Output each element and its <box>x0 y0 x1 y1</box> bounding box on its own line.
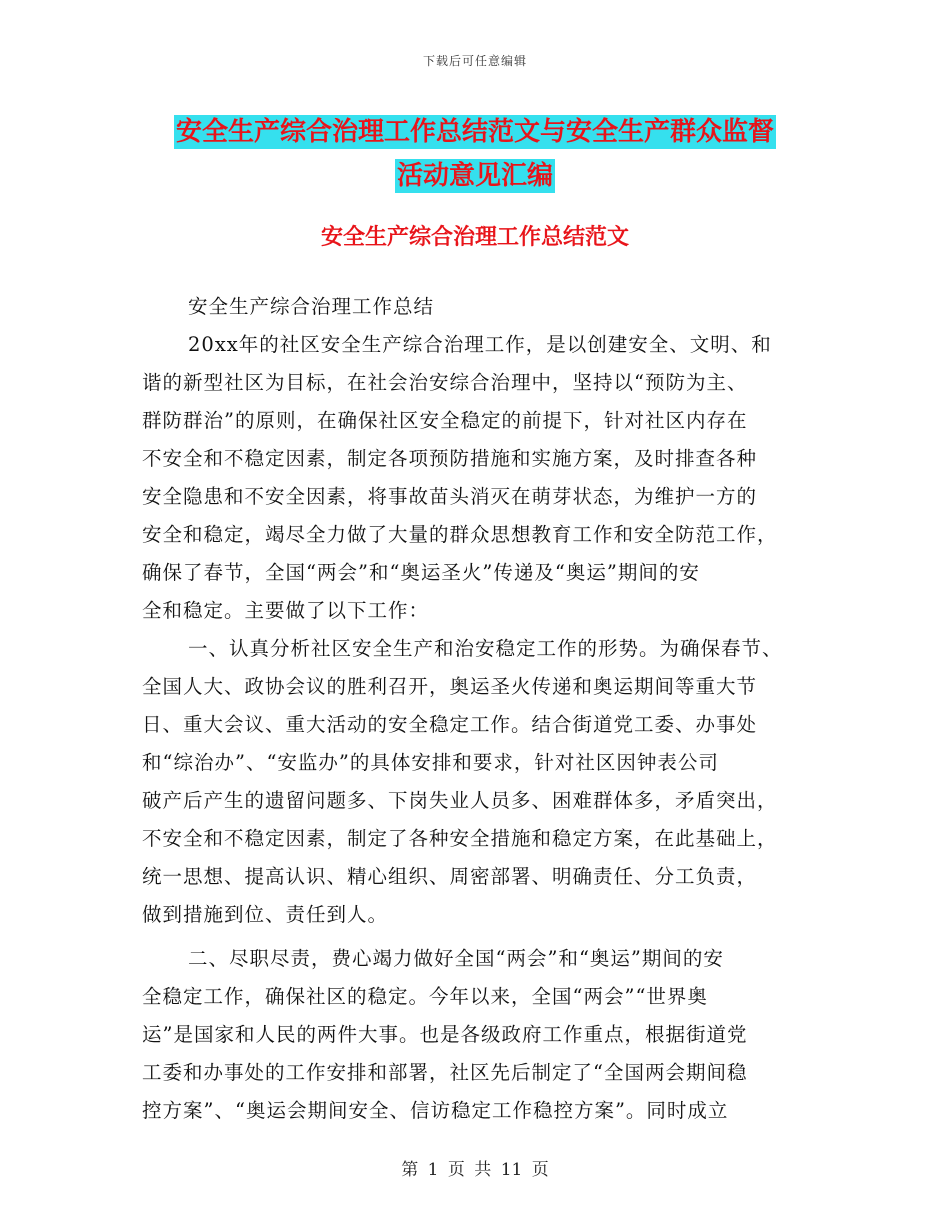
document-title-line-2: 活动意见汇编 <box>396 161 553 191</box>
body-line: 日、重大会议、重大活动的安全稳定工作。结合街道党工委、办事处 <box>142 713 758 736</box>
body-line: 全国人大、政协会议的胜利召开，奥运圣火传递和奥运期间等重大节 <box>142 675 758 698</box>
body-line: 破产后产生的遗留问题多、下岗失业人员多、困难群体多，矛盾突出， <box>142 789 778 812</box>
page-footer: 第 1 页 共 11 页 <box>401 1160 549 1180</box>
body-line: 安全生产综合治理工作总结 <box>188 295 435 318</box>
body-line: 全和稳定。主要做了以下工作： <box>142 599 430 622</box>
body-line: 控方案”、“奥运会期间安全、信访稳定工作稳控方案”。同时成立 <box>142 1099 729 1122</box>
body-line: 群防群治”的原则，在确保社区安全稳定的前提下，针对社区内存在 <box>142 409 748 432</box>
body-line: 不安全和不稳定因素，制定各项预防措施和实施方案，及时排查各种 <box>142 447 758 470</box>
body-line: 全稳定工作，确保社区的稳定。今年以来，全国“两会”“世界奥 <box>142 985 708 1008</box>
body-line: 安全隐患和不安全因素，将事故苗头消灭在萌芽状态，为维护一方的 <box>142 485 758 508</box>
document-title-line-1: 安全生产综合治理工作总结范文与安全生产群众监督 <box>175 117 774 147</box>
body-line: 谐的新型社区为目标，在社会治安综合治理中，坚持以“预防为主、 <box>142 371 748 394</box>
section-title: 安全生产综合治理工作总结范文 <box>320 225 629 250</box>
body-line: 一、认真分析社区安全生产和治安稳定工作的形势。为确保春节、 <box>188 637 783 660</box>
body-line: 20xx年的社区安全生产综合治理工作，是以创建安全、文明、和 <box>188 333 772 356</box>
body-line: 确保了春节，全国“两会”和“奥运圣火”传递及“奥运”期间的安 <box>142 561 700 584</box>
body-text <box>142 288 822 1130</box>
body-line: 做到措施到位、责任到人。 <box>142 903 389 926</box>
body-line: 二、尽职尽责，费心竭力做好全国“两会”和“奥运”期间的安 <box>188 947 724 970</box>
body-line: 和“综治办”、“安监办”的具体安排和要求，针对社区因钟表公司 <box>142 751 719 774</box>
body-line: 统一思想、提高认识、精心组织、周密部署、明确责任、分工负责， <box>142 865 758 888</box>
body-line: 工委和办事处的工作安排和部署，社区先后制定了“全国两会期间稳 <box>142 1061 748 1084</box>
body-line: 运”是国家和人民的两件大事。也是各级政府工作重点，根据街道党 <box>142 1023 748 1046</box>
page-header-note: 下载后可任意编辑 <box>422 54 527 68</box>
document-title <box>0 110 950 198</box>
body-line: 不安全和不稳定因素，制定了各种安全措施和稳定方案，在此基础上， <box>142 827 778 850</box>
body-line: 安全和稳定，竭尽全力做了大量的群众思想教育工作和安全防范工作， <box>142 523 778 546</box>
